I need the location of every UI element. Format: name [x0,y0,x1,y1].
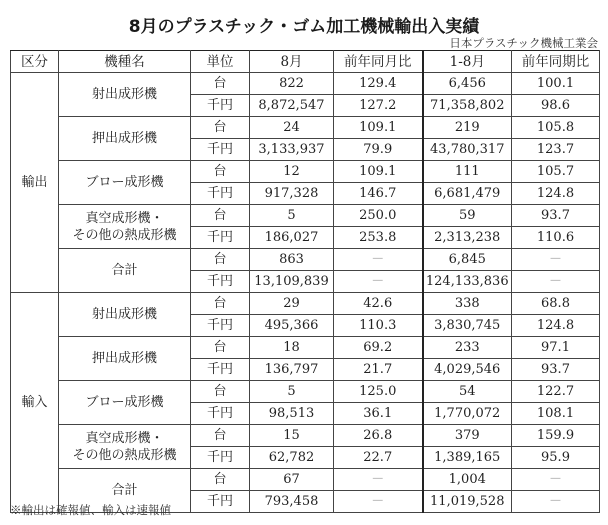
ytd-value-cell: 1,004 [423,469,512,491]
table-row [11,381,600,403]
aug-yoy-cell: 79.9 [334,139,423,161]
machine-name-cell [59,205,191,249]
ytd-value-cell: 338 [423,293,512,315]
unit-cell: 台 [191,425,250,447]
aug-yoy-cell: － [334,271,423,293]
aug-yoy-cell: 42.6 [334,293,423,315]
unit-cell: 千円 [191,183,250,205]
august-value-cell: 13,109,839 [250,271,334,293]
machine-name-cell: 押出成形機 [59,117,191,161]
ytd-value-cell: 71,358,802 [423,95,512,117]
unit-cell: 台 [191,73,250,95]
ytd-yoy-cell: － [512,249,600,271]
table-row [11,249,600,271]
header-august: 8月 [250,51,334,73]
unit-cell: 台 [191,293,250,315]
ytd-yoy-cell: － [512,491,600,513]
organization-name: 日本プラスチック機械工業会 [449,36,598,50]
ytd-yoy-cell: 93.7 [512,205,600,227]
machine-name-cell: ブロー成形機 [59,381,191,425]
august-value-cell: 8,872,547 [250,95,334,117]
ytd-value-cell: 2,313,238 [423,227,512,249]
table-row [11,425,600,447]
ytd-yoy-cell: 98.6 [512,95,600,117]
august-value-cell: 18 [250,337,334,359]
unit-cell: 千円 [191,139,250,161]
ytd-value-cell: 219 [423,117,512,139]
ytd-yoy-cell: 159.9 [512,425,600,447]
ytd-yoy-cell: 124.8 [512,183,600,205]
aug-yoy-cell: 109.1 [334,161,423,183]
aug-yoy-cell: 127.2 [334,95,423,117]
august-value-cell: 863 [250,249,334,271]
august-value-cell: 29 [250,293,334,315]
header-row [11,51,600,73]
unit-cell: 台 [191,469,250,491]
unit-cell: 千円 [191,95,250,117]
august-value-cell: 62,782 [250,447,334,469]
unit-cell: 千円 [191,227,250,249]
ytd-yoy-cell: 95.9 [512,447,600,469]
unit-cell: 台 [191,381,250,403]
unit-cell: 千円 [191,447,250,469]
unit-cell: 台 [191,205,250,227]
ytd-yoy-cell: 97.1 [512,337,600,359]
machine-name-cell: 合計 [59,249,191,293]
header-ytd-yoy: 前年同期比 [512,51,600,73]
unit-cell: 台 [191,249,250,271]
unit-cell: 台 [191,161,250,183]
table-row [11,73,600,95]
unit-cell: 千円 [191,403,250,425]
aug-yoy-cell: 22.7 [334,447,423,469]
august-value-cell: 136,797 [250,359,334,381]
august-value-cell: 3,133,937 [250,139,334,161]
unit-cell: 千円 [191,359,250,381]
ytd-value-cell: 4,029,546 [423,359,512,381]
machine-name-cell: 射出成形機 [59,293,191,337]
table-row [11,293,600,315]
august-value-cell: 822 [250,73,334,95]
ytd-value-cell: 111 [423,161,512,183]
machine-name-line1: 真空成形機・ [85,430,164,446]
table-row [11,161,600,183]
header-aug-yoy: 前年同月比 [334,51,423,73]
machine-name-cell: 合計 [59,469,191,513]
aug-yoy-cell: 69.2 [334,337,423,359]
august-value-cell: 67 [250,469,334,491]
ytd-value-cell: 379 [423,425,512,447]
machine-name-line2: その他の熱成形機 [72,227,177,243]
aug-yoy-cell: 36.1 [334,403,423,425]
ytd-yoy-cell: 124.8 [512,315,600,337]
aug-yoy-cell: － [334,249,423,271]
category-cell: 輸入 [11,293,59,513]
ytd-value-cell: 6,681,479 [423,183,512,205]
aug-yoy-cell: 109.1 [334,117,423,139]
header-unit: 単位 [191,51,250,73]
unit-cell: 千円 [191,491,250,513]
table-row [11,205,600,227]
august-value-cell: 5 [250,205,334,227]
ytd-value-cell: 1,770,072 [423,403,512,425]
ytd-yoy-cell: 123.7 [512,139,600,161]
aug-yoy-cell: 21.7 [334,359,423,381]
august-value-cell: 12 [250,161,334,183]
august-value-cell: 917,328 [250,183,334,205]
machine-name-cell: 射出成形機 [59,73,191,117]
category-cell: 輸出 [11,73,59,293]
unit-cell: 千円 [191,315,250,337]
ytd-yoy-cell: 105.7 [512,161,600,183]
aug-yoy-cell: 110.3 [334,315,423,337]
ytd-yoy-cell: 108.1 [512,403,600,425]
aug-yoy-cell: － [334,469,423,491]
aug-yoy-cell: 26.8 [334,425,423,447]
trade-statistics-table [10,50,600,513]
ytd-yoy-cell: 110.6 [512,227,600,249]
aug-yoy-cell: 129.4 [334,73,423,95]
august-value-cell: 5 [250,381,334,403]
footnote: ※輸出は確報値、輸入は速報値 [10,503,171,517]
header-machine-type: 機種名 [59,51,191,73]
august-value-cell: 98,513 [250,403,334,425]
header-category: 区分 [11,51,59,73]
august-value-cell: 495,366 [250,315,334,337]
aug-yoy-cell: － [334,491,423,513]
ytd-value-cell: 59 [423,205,512,227]
machine-name-cell [59,425,191,469]
machine-name-cell: 押出成形機 [59,337,191,381]
ytd-value-cell: 6,456 [423,73,512,95]
august-value-cell: 15 [250,425,334,447]
ytd-value-cell: 6,845 [423,249,512,271]
ytd-value-cell: 1,389,165 [423,447,512,469]
august-value-cell: 24 [250,117,334,139]
machine-name-line1: 真空成形機・ [85,210,164,226]
unit-cell: 台 [191,337,250,359]
ytd-yoy-cell: 93.7 [512,359,600,381]
aug-yoy-cell: 250.0 [334,205,423,227]
ytd-value-cell: 233 [423,337,512,359]
ytd-value-cell: 124,133,836 [423,271,512,293]
ytd-value-cell: 11,019,528 [423,491,512,513]
ytd-yoy-cell: 100.1 [512,73,600,95]
aug-yoy-cell: 146.7 [334,183,423,205]
aug-yoy-cell: 125.0 [334,381,423,403]
table-row [11,337,600,359]
unit-cell: 千円 [191,271,250,293]
ytd-yoy-cell: 122.7 [512,381,600,403]
ytd-yoy-cell: － [512,271,600,293]
unit-cell: 台 [191,117,250,139]
machine-name-line2: その他の熱成形機 [72,447,177,463]
table-row [11,117,600,139]
ytd-yoy-cell: 68.8 [512,293,600,315]
ytd-value-cell: 3,830,745 [423,315,512,337]
august-value-cell: 186,027 [250,227,334,249]
ytd-yoy-cell: － [512,469,600,491]
august-value-cell: 793,458 [250,491,334,513]
header-jan-aug: 1-8月 [423,51,512,73]
ytd-value-cell: 43,780,317 [423,139,512,161]
ytd-yoy-cell: 105.8 [512,117,600,139]
table-row [11,469,600,491]
page-title: 8月のプラスチック・ゴム加工機械輸出入実績 [128,17,480,37]
ytd-value-cell: 54 [423,381,512,403]
machine-name-cell: ブロー成形機 [59,161,191,205]
aug-yoy-cell: 253.8 [334,227,423,249]
